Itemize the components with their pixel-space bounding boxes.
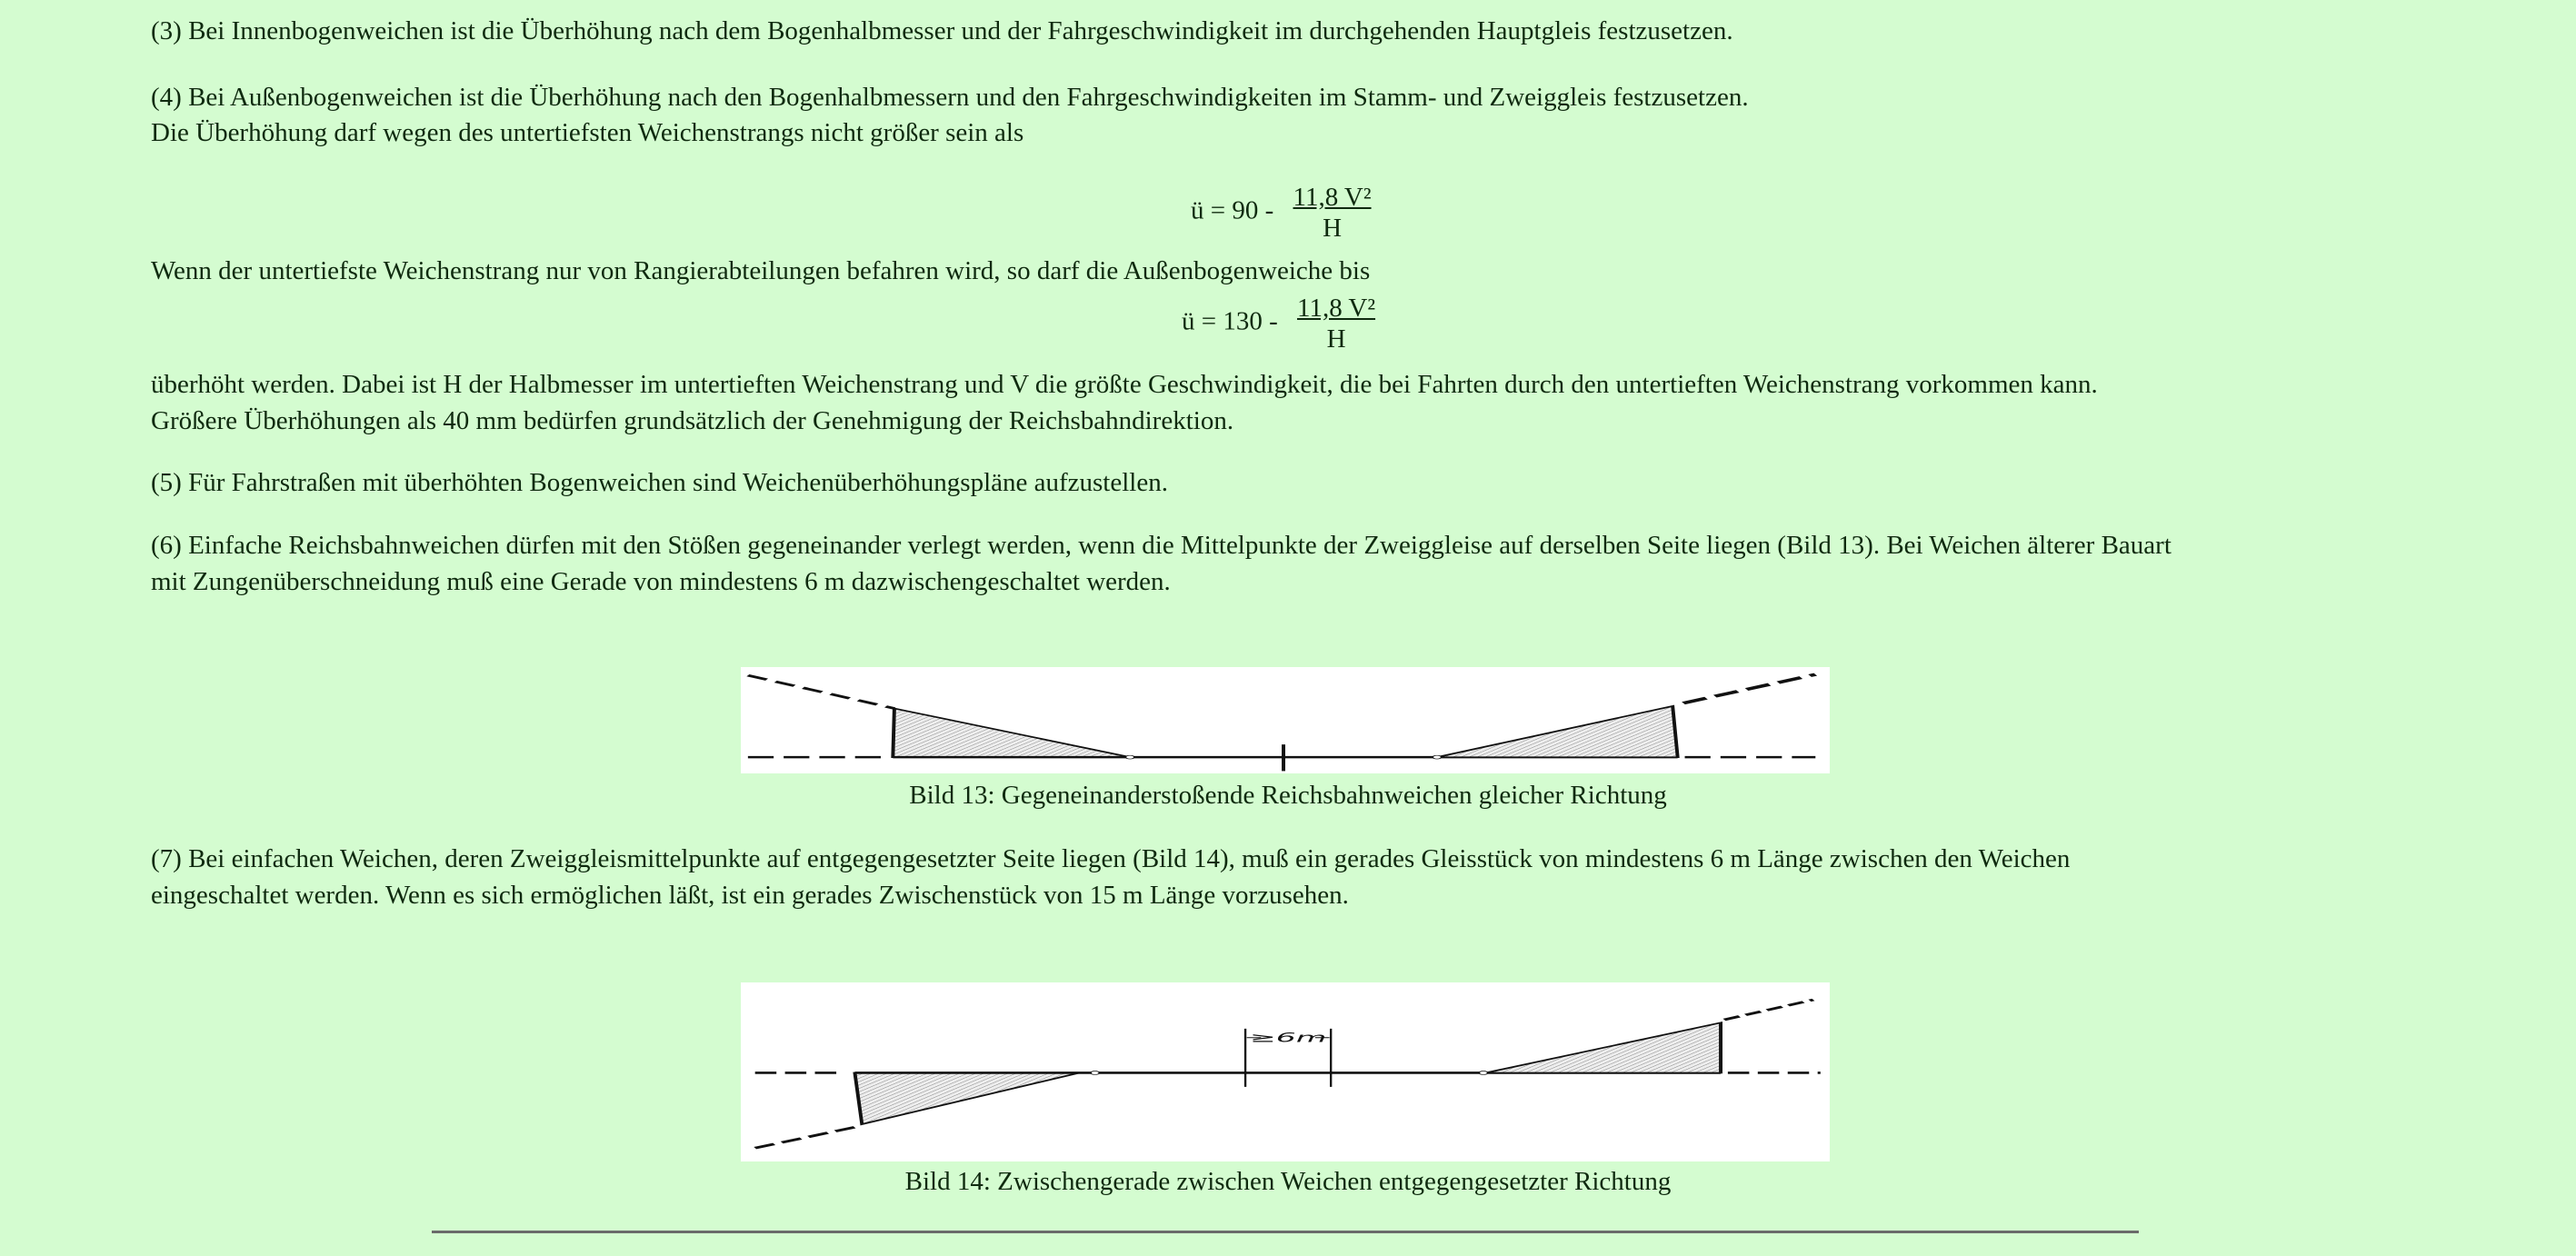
paragraph-7-line-2: eingeschaltet werden. Wenn es sich ermöglichen läßt, ist ein gerades Zwischenstück von 15 m Länge vorzusehen. bbox=[151, 881, 1349, 910]
figure-13-caption: Bild 13: Gegeneinanderstoßende Reichsbahnweichen gleicher Richtung bbox=[909, 781, 1667, 810]
formula-2 bbox=[1182, 293, 1375, 354]
figure-13-diagram bbox=[741, 667, 1830, 773]
formula-lhs: ü = 130 - bbox=[1182, 306, 1278, 336]
paragraph-7-line-1: (7) Bei einfachen Weichen, deren Zweiggleismittelpunkte auf entgegengesetzter Seite liegen (Bild 14), muß ein gerades Gleisstück von mindestens 6 m Länge zwischen den Weichen bbox=[151, 844, 2071, 873]
denominator: H bbox=[1326, 324, 1346, 354]
paragraph-4-line-5: Größere Überhöhungen als 40 mm bedürfen grundsätzlich der Genehmigung der Reichsbahndirektion. bbox=[151, 406, 1234, 435]
paragraph-4-line-4: überhöht werden. Dabei ist H der Halbmesser im untertieften Weichenstrang und V die größte Geschwindigkeit, die bei Fahrten durch den untertieften Weichenstrang vorkommen kann. bbox=[151, 370, 2098, 399]
paragraph-4-line-1: (4) Bei Außenbogenweichen ist die Überhöhung nach den Bogenhalbmessern und den Fahrgeschwindigkeiten im Stamm- und Zweiggleis festzusetzen. bbox=[151, 83, 1749, 112]
paragraph-6-line-1: (6) Einfache Reichsbahnweichen dürfen mit den Stößen gegeneinander verlegt werden, wenn die Mittelpunkte der Zweiggleise auf derselben Seite liegen (Bild 13). Bei Weichen älterer Bauart bbox=[151, 531, 2172, 560]
paragraph-5: (5) Für Fahrstraßen mit überhöhten Bogenweichen sind Weichenüberhöhungspläne aufzustellen. bbox=[151, 468, 1168, 497]
fraction bbox=[1293, 182, 1372, 244]
paragraph-4-line-2: Die Überhöhung darf wegen des untertiefsten Weichenstrangs nicht größer sein als bbox=[151, 118, 1024, 147]
horizontal-divider bbox=[432, 1231, 2139, 1233]
figure-14-diagram bbox=[741, 982, 1830, 1161]
fraction bbox=[1297, 293, 1375, 354]
dimension-label: ≥6m bbox=[1249, 1030, 1327, 1046]
numerator: 11,8 V² bbox=[1293, 183, 1372, 212]
formula-1 bbox=[1191, 182, 1372, 244]
paragraph-6-line-2: mit Zungenüberschneidung muß eine Gerade von mindestens 6 m dazwischengeschaltet werden. bbox=[151, 567, 1171, 596]
figure-14-caption: Bild 14: Zwischengerade zwischen Weichen entgegengesetzter Richtung bbox=[904, 1167, 1672, 1196]
denominator: H bbox=[1323, 214, 1343, 243]
paragraph-4-line-3: Wenn der untertiefste Weichenstrang nur von Rangierabteilungen befahren wird, so darf die Außenbogenweiche bis bbox=[151, 256, 1371, 285]
paragraph-3: (3) Bei Innenbogenweichen ist die Überhöhung nach dem Bogenhalbmesser und der Fahrgeschwindigkeit im durchgehenden Hauptgleis festzusetzen. bbox=[151, 16, 1733, 45]
numerator: 11,8 V² bbox=[1297, 294, 1376, 323]
formula-lhs: ü = 90 - bbox=[1191, 195, 1274, 225]
